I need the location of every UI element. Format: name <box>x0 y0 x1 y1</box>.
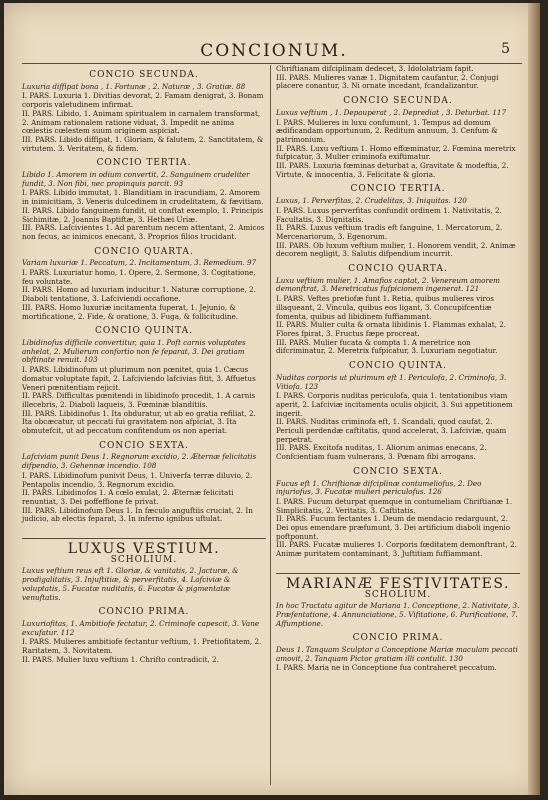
section-left-s2 <box>22 159 266 241</box>
pars-line: II. PARS. Libido fanguinem fundit, ut conftat exemplo, 1. Principis Sichimitæ, 2. Joannis Baptiftæ, 3. Hethæi Uriæ. <box>22 205 264 224</box>
section-heading: CONCIO QUINTA. <box>94 326 194 337</box>
section-left-s6 <box>22 608 266 664</box>
scholium-text: Luxus veftium reus eft 1. Gloriæ, & vanitatis, 2. Jacturæ, & prodigalitatis, 3. Injuftitiæ, & perverfitatis, 4. Lafciviæ & voluptatis, 5. Fucatæ nuditatis, 6. Fucatæ & pigmentatæ venuftatis. <box>22 566 239 602</box>
section-left-s5 <box>22 442 266 524</box>
pars-line: I. PARS. Luxuria 1. Divitias devorat, 2. Famam denigrat, 3. Bonam corporis valetudinem infirmat. <box>22 91 264 110</box>
scholium-heading: SCHOLIUM. <box>364 589 432 600</box>
scholium-heading: SCHOLIUM. <box>110 554 178 565</box>
pars-line: I. PARS. Veftes pretiofæ funt 1. Retia, quibus mulieres viros illaqueant, 2. Vincula, quibus eos ligant, 3. Concupifcentiæ fomenta, quibus ad libidinem fuffiammant. <box>276 294 494 321</box>
pars-line: III. PARS. Libidinofum Deus 1. In fæculo anguftiis cruciat, 2. In judicio, ab electis feparat, 3. In inferno ignibus uftulat. <box>22 505 253 524</box>
tract-title: MARIANÆ FESTIVITATES. <box>276 573 520 589</box>
pars-line: II. PARS. Mulier luxu veftium 1. Chrifto contradicit, 2. <box>22 654 219 664</box>
pars-line: II. PARS. Difficultas pœnitendi in libidinofo procedit, 1. A carnis illecebris, 2. Diaboli laqueis, 3. Fœminæ blanditiis. <box>22 391 256 409</box>
pars-line: II. PARS. Nuditas criminofa eft, 1. Scandali, quod caufat, 2. Periculi perdendæ caftitatis, quod accelerat, 3. Lafciviæ, quam perpetrat. <box>276 417 507 444</box>
section-intro: Lafciviam punit Deus 1. Regnorum excidio, 2. Æternæ felicitatis difpendio, 3. Gehennæ incendio. 108 <box>22 452 257 471</box>
section-heading: CONCIO PRIMA. <box>352 633 444 644</box>
pars-line: I. PARS. Libidinofum ut plurimum non pœnitet, quia 1. Cæcus domatur voluptate fapit, 2. Lafciviendo lafcivias fitit, 3. Affuetus Veneri pœnitentiam rejicit. <box>22 365 256 392</box>
pars-line: II. PARS. Libido, 1. Animam spiritualem in carnalem transformat, 2. Animam rationalem ratione viduat, 3. Impedit ne anima cœlestis cœlestem suum originem aspiciat. <box>22 108 261 136</box>
pars-line: I. PARS. Libidinofum punivit Deus, 1. Univerfa terræ diluvio, 2. Pentapolis incendio, 3. Regnorum excidio. <box>22 470 253 489</box>
tract-title: LUXUS VESTIUM. <box>22 538 266 554</box>
right-column <box>276 65 520 673</box>
pars-line: III. PARS. Mulier fucata & compta 1. A meretrice non difcriminatur, 2. Meretrix fufpicatur, 3. Luxuriam negotiatur. <box>276 337 498 356</box>
pars-line: III. PARS. Homo luxuriæ incitamenta fuperat, 1. Jejunio, & mortificatione, 2. Fide, & oratione, 3. Fuga, & follicitudine. <box>22 302 239 321</box>
pars-line: I. PARS. Corporis nuditas periculofa, quia 1. tentationibus viam aperit, 2. Lafciviæ incitamenta oculis objicit, 3. Sui appetitionem ingerit. <box>276 391 513 418</box>
section-right-s2 <box>276 185 520 259</box>
pars-line: I. PARS. Fucum deturpat quemque in contumeliam Chriftianæ 1. Simplicitatis, 2. Veritatis, 3. Caftitatis. <box>276 496 513 515</box>
section-heading: CONCIO QUINTA. <box>348 361 448 372</box>
page-number: 5 <box>501 41 510 57</box>
section-intro: Nuditas corporis ut plurimum eft 1. Periculofa, 2. Criminofa, 3. Vitiofa. 123 <box>276 372 507 391</box>
section-right-s1 <box>276 97 520 179</box>
section-heading: CONCIO TERTIA. <box>96 158 192 169</box>
section-heading: CONCIO SECUNDA. <box>89 70 199 80</box>
section-heading: CONCIO SEXTA. <box>99 440 189 451</box>
section-intro: Fucus eft 1. Chriftianæ difciplinæ contumeliofus, 2. Deo injuriofus, 3. Fucatæ mulieri periculofus. 126 <box>276 478 482 497</box>
left-column <box>22 65 266 664</box>
section-right-s6 <box>276 634 520 673</box>
pars-line: II. PARS. Luxus veftium tradis eft fanguine, 1. Mercatorum, 2. Mercenariorum, 3. Egenorum. <box>276 223 503 241</box>
section-left-s1 <box>22 71 266 153</box>
section-heading: CONCIO TERTIA. <box>350 184 446 195</box>
section-intro: Deus 1. Tanquam Sculptor a Conceptione Mariæ maculam peccati amovit, 2. Tanquam Pictor gratiam illi contulit. 130 <box>276 645 518 663</box>
pars-line: I. PARS. Mulieres in luxu confumunt, 1. Tempus ad domum ædificandam opportunum, 2. Reditum annuum, 3. Cenfum & patrimonium. <box>276 117 498 144</box>
section-heading: CONCIO QUARTA. <box>94 246 194 257</box>
pars-line: II. PARS. Libidinofos 1. A cœlo exulat, 2. Æternæ felicitati renuntiat, 3. Dei poffeffione fe privat. <box>22 488 234 506</box>
section-intro: Variam luxuriæ 1. Peccatum, 2. Incitamentum, 3. Remedium. 97 <box>22 258 257 268</box>
book-spine <box>528 3 540 795</box>
section-intro: Libido 1. Amorem in odium convertit, 2. Sanguinem crudeliter fundit, 3. Non fibi, nec propinquis parcit. 93 <box>22 170 250 188</box>
section-heading: CONCIO SEXTA. <box>353 466 443 477</box>
section-heading: CONCIO SECUNDA. <box>343 96 453 107</box>
pars-line: I. PARS. Luxuriatur homo, 1. Opere, 2. Sermone, 3. Cogitatione, feu voluntate. <box>22 268 256 286</box>
column-divider <box>270 65 271 785</box>
pars-line: I. PARS. Libido immutat, 1. Blanditiam in iracundiam, 2. Amorem in inimicitiam, 3. Veneris dulcedinem in crudelitatem, & fævitiam. <box>22 188 264 207</box>
section-intro: Luxus, 1. Perverfitas, 2. Crudelitas, 3. Iniquitas. 120 <box>276 196 467 206</box>
section-right-s5 <box>276 468 520 559</box>
section-intro: Luxuria diffipat bona , 1. Fortunæ , 2. Naturæ , 3. Gratiæ. 88 <box>22 81 246 91</box>
pars-line: III. PARS. Excitofa nuditas, 1. Aliorum animas enecans, 2. Confcientiam fuam vulnerans, 3. Pœnam fibi arrogans. <box>276 443 487 462</box>
pars-line: III. PARS. Libido diffipat, 1. Gloriam, & falutem, 2. Sanctitatem, & virtutem. 3. Veritatem, & fidem. <box>22 134 264 153</box>
section-right-s3 <box>276 265 520 356</box>
pars-line: I. PARS. Mulieres ambitiofe fectantur veftium, 1. Pretiofitatem, 2. Raritatem, 3. Novitatem. <box>22 637 262 656</box>
section-left-s3 <box>22 248 266 322</box>
section-intro: Luxus veftium , 1. Depauperat , 2. Deprediat , 3. Deturbat. 117 <box>276 107 507 117</box>
pars-line: III. PARS. Lafcivientes 1. Ad parentum necem attentant, 2. Amicos non fecus, ac inimicos enecant, 3. Proprios filios trucidant. <box>22 223 265 241</box>
pars-line: II. PARS. Luxu veftium 1. Homo effœminatur, 2. Fœmina meretrix fufpicatur, 3. Mulier criminofa exiftimatur. <box>276 143 516 162</box>
section-left-s4 <box>22 327 266 435</box>
pars-line: I. PARS. Maria ne in Conceptione fua contraheret peccatum. <box>276 663 497 673</box>
pars-line: II. PARS. Mulier culta & ornata libidinis 1. Flammas exhalat, 2. Flores fpirat, 3. Fructus fæpe procreat. <box>276 320 507 338</box>
section-heading: CONCIO PRIMA. <box>98 607 190 618</box>
pars-line: II. PARS. Fucum fectantes 1. Deum de mendacio redarguunt, 2. Dei opus emendare præfumunt, 3. Dei artificium diaboli ingenio poftponunt. <box>276 514 511 541</box>
pars-line: II. PARS. Homo ad luxuriam inducitur 1. Naturæ corruptione, 2. Diaboli tentatione, 3. Lafciviendi occafione. <box>22 285 256 304</box>
pars-line: III. PARS. Fucatæ mulieres 1. Corporis fœditatem demonftrant, 2. Animæ puritatem contaminant, 3. Juftitiam fuffiammant. <box>276 540 517 559</box>
section-left-big <box>22 538 266 602</box>
section-intro: Libidinofus difficile convertitur, quia 1. Poft carnis voluptates anhelat, 2. Mulierum confortio non fe feparat, 3. Dei gratiam obftinate renuit. 103 <box>22 337 246 365</box>
section-heading: CONCIO QUARTA. <box>348 264 448 275</box>
section-right-top <box>276 65 520 91</box>
section-intro: Luxu veftium mulier, 1. Amafios captat, 2. Venereum amorem demonftrat, 3. Meretricatus fufpicionem ingenerat. 121 <box>276 275 500 294</box>
pars-line: III. PARS. Ob luxum veftium mulier, 1. Honorem vendit, 2. Animæ decorem negligit, 3. Salutis difpendium incurrit. <box>276 240 516 259</box>
section-right-big <box>276 573 520 629</box>
scholium-text: In hoc Tractatu agitur de Mariana 1. Conceptione, 2. Nativitate, 3. Præfentatione, 4. Annunciatione, 5. Vifitatione, 6. Purificatione, 7. Affumptione. <box>276 601 520 628</box>
running-head: CONCIONUM. <box>200 41 348 61</box>
pars-line: III. PARS. Mulieres vanæ 1. Dignitatem caufantur, 2. Conjugi placere conantur, 3. Ni ornate incedant, fcandalizantur. <box>276 72 499 91</box>
book-page <box>4 3 540 795</box>
pars-line: III. PARS. Luxuria fœminas deturbat a, Gravitate & modeftia, 2. Virtute, & innocentia, 3. Felicitate & gloria. <box>276 161 509 179</box>
pars-line: III. PARS. Libidinofus 1. Ita obduratur, ut ab eo gratia refiliat, 2. Ita obcæcatur, ut peccati fui gravitatem non afpiciat, 3. Ita obmutefcit, ut ad peccatum confitendum os non aperiat. <box>22 408 256 436</box>
section-intro: Luxuriofitas, 1. Ambitiofe fectatur, 2. Criminofe capescit, 3. Vane excufatur. 112 <box>22 618 260 637</box>
pars-line: I. PARS. Luxus perverfitas confundit ordinem 1. Nativitatis, 2. Facultatis, 3. Dignitatis. <box>276 205 502 224</box>
continued-line: Chriftianam difciplinam dedecet, 3. Idololatriam fapit. <box>276 64 474 73</box>
section-right-s4 <box>276 362 520 462</box>
